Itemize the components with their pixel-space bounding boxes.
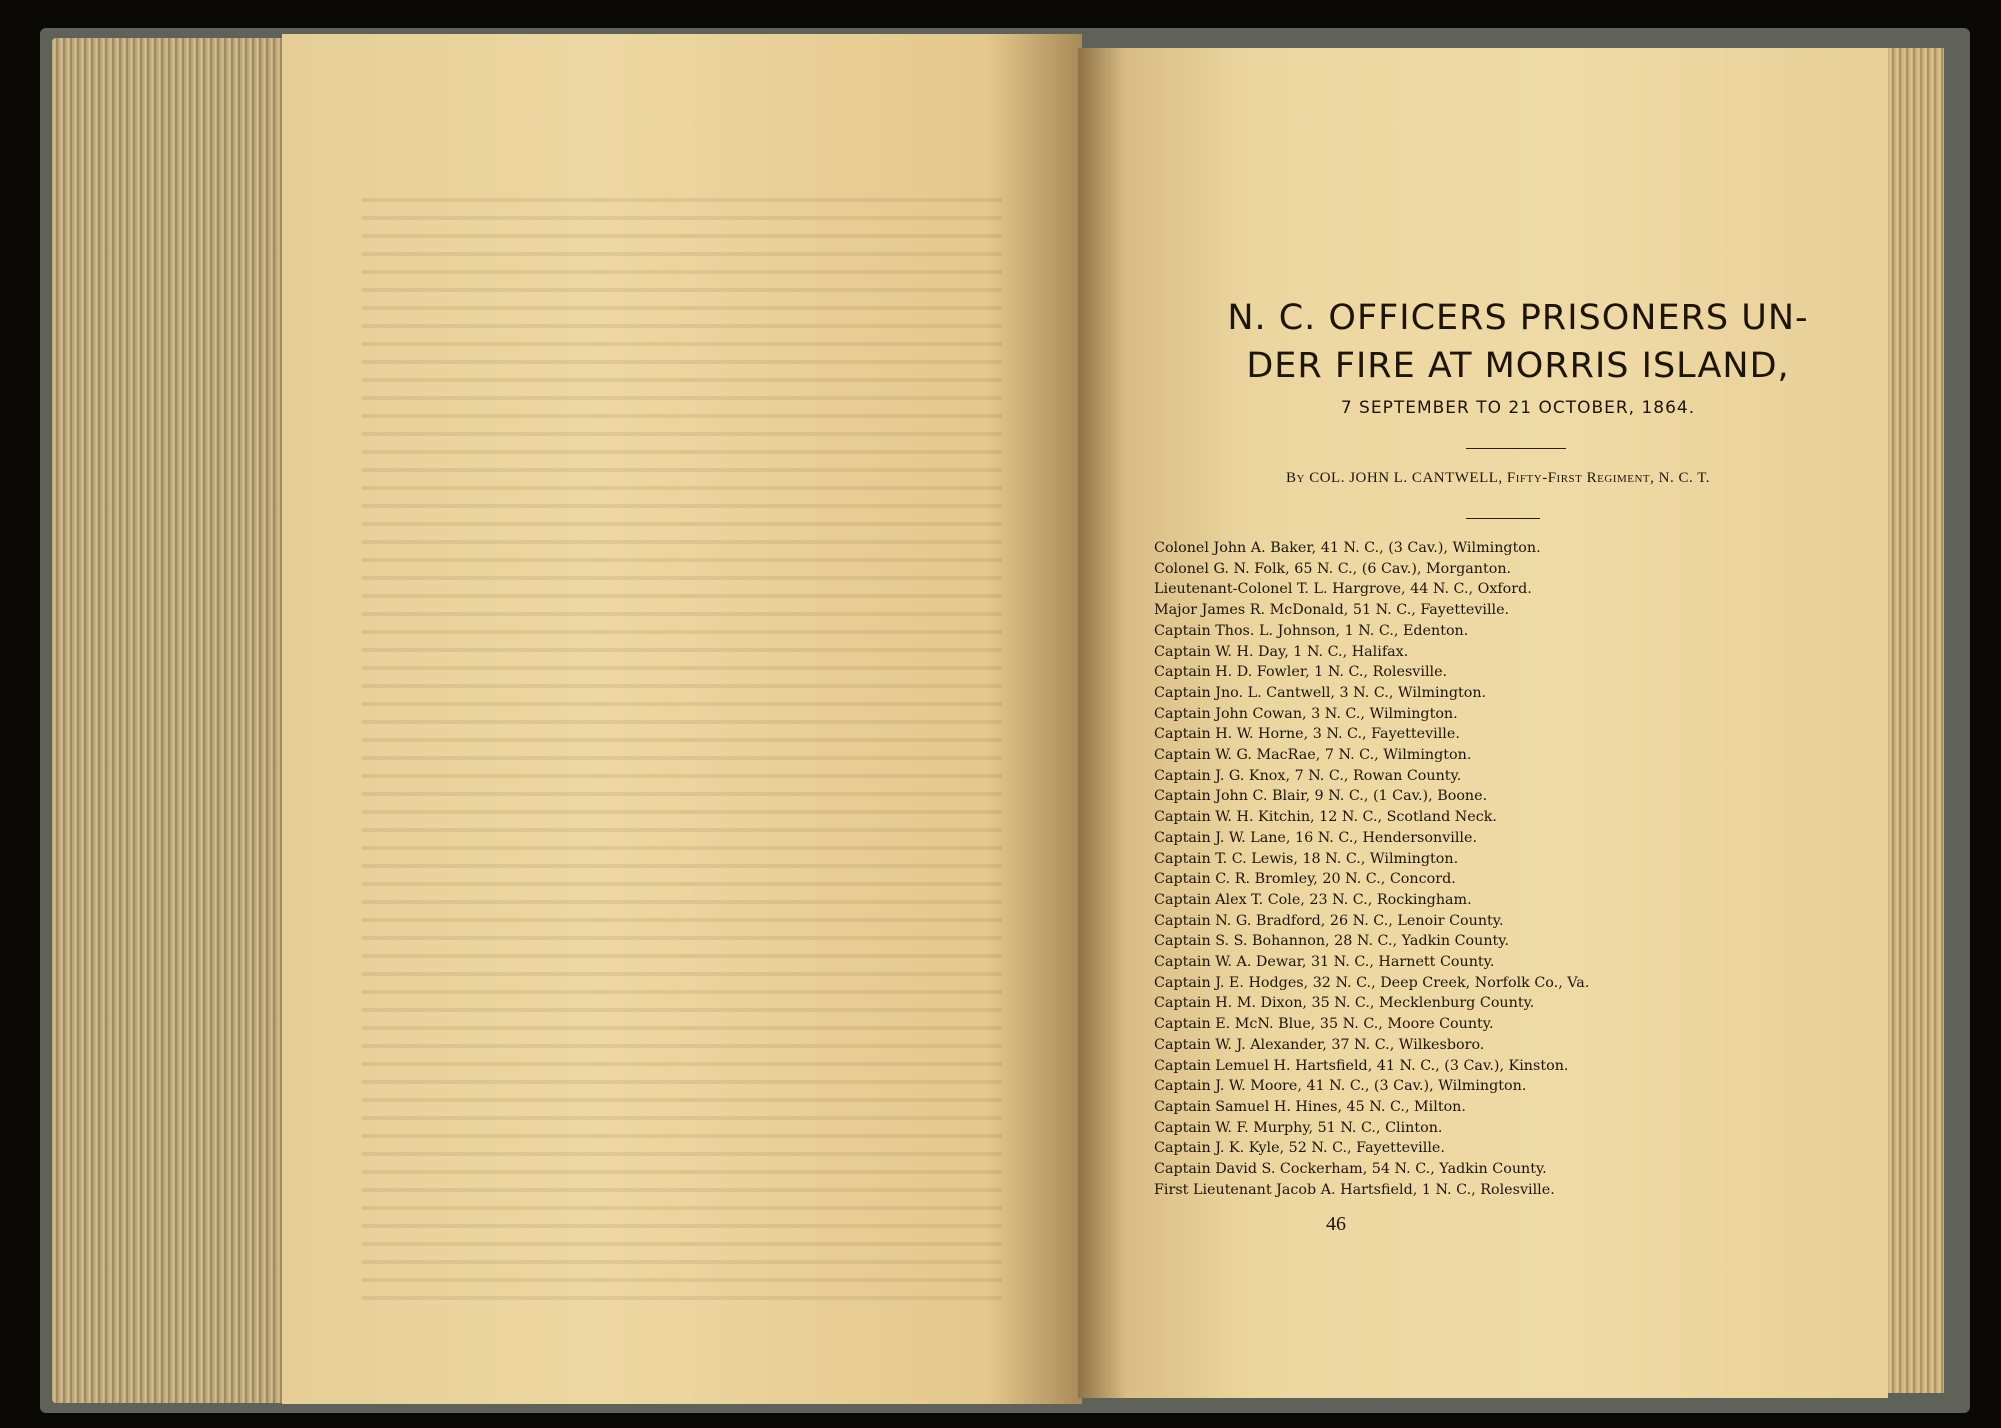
officer-entry: Captain C. R. Bromley, 20 N. C., Concord. (1154, 871, 1456, 888)
officer-entry: Captain Samuel H. Hines, 45 N. C., Milton. (1154, 1098, 1466, 1115)
officer-entry: Captain J. K. Kyle, 52 N. C., Fayetteville. (1154, 1140, 1445, 1157)
officer-entry: Captain H. D. Fowler, 1 N. C., Rolesville. (1154, 664, 1448, 681)
left-page (282, 34, 1082, 1404)
officer-entry: Captain H. W. Horne, 3 N. C., Fayetteville. (1154, 726, 1460, 743)
page-content (1118, 48, 1878, 1398)
chapter-title (1158, 294, 1878, 390)
officer-entry: Captain W. A. Dewar, 31 N. C., Harnett County. (1154, 954, 1495, 971)
officer-entry: Captain J. W. Lane, 16 N. C., Hendersonville. (1154, 829, 1477, 846)
officer-entry: Colonel John A. Baker, 41 N. C., (3 Cav.), Wilmington. (1154, 540, 1541, 556)
officer-entry: Captain W. F. Murphy, 51 N. C., Clinton. (1154, 1119, 1443, 1136)
officer-entry: First Lieutenant Jacob A. Hartsfield, 1 N. C., Rolesville. (1154, 1181, 1555, 1198)
officer-entry: Captain H. M. Dixon, 35 N. C., Mecklenburg County. (1154, 995, 1535, 1012)
officer-entry: Colonel G. N. Folk, 65 N. C., (6 Cav.), Morganton. (1154, 560, 1512, 577)
officer-entry: Captain J. W. Moore, 41 N. C., (3 Cav.), Wilmington. (1154, 1078, 1527, 1095)
officer-entry: Captain Thos. L. Johnson, 1 N. C., Edenton. (1154, 622, 1469, 639)
officer-entry: Captain J. G. Knox, 7 N. C., Rowan County. (1154, 767, 1462, 784)
officer-entry: Captain J. E. Hodges, 32 N. C., Deep Creek, Norfolk Co., Va. (1154, 974, 1590, 991)
officer-entry: Captain John Cowan, 3 N. C., Wilmington. (1154, 705, 1458, 722)
officer-entry: Captain S. S. Bohannon, 28 N. C., Yadkin County. (1154, 933, 1510, 950)
byline-by: By (1285, 470, 1305, 486)
divider-rule (1466, 448, 1566, 449)
officer-entry: Captain Lemuel H. Hartsfield, 41 N. C., (3 Cav.), Kinston. (1154, 1057, 1569, 1074)
page-number: 46 (1326, 1213, 1346, 1235)
officer-entry: Captain T. C. Lewis, 18 N. C., Wilmington. (1154, 850, 1459, 867)
officer-entry: Captain John C. Blair, 9 N. C., (1 Cav.), Boone. (1154, 788, 1488, 805)
officer-entry: Captain W. H. Day, 1 N. C., Halifax. (1154, 643, 1409, 660)
officer-entry: Captain N. G. Bradford, 26 N. C., Lenoir County. (1154, 912, 1504, 929)
page-stack-left (52, 38, 292, 1403)
byline-author: COL. JOHN L. CANTWELL, (1309, 470, 1503, 486)
officer-entry: Captain E. McN. Blue, 35 N. C., Moore County. (1154, 1016, 1494, 1033)
right-page (1078, 48, 1888, 1398)
officer-entry: Captain W. G. MacRae, 7 N. C., Wilmington. (1154, 747, 1472, 764)
show-through-text (362, 184, 1002, 1304)
officer-entry: Lieutenant-Colonel T. L. Hargrove, 44 N. C., Oxford. (1154, 581, 1532, 598)
officer-list (1154, 538, 1874, 1201)
officer-entry: Captain W. J. Alexander, 37 N. C., Wilkesboro. (1154, 1036, 1485, 1053)
byline-regiment: Fifty-First Regiment, (1506, 470, 1655, 486)
date-range: 7 SEPTEMBER TO 21 OCTOBER, 1864. (1340, 398, 1696, 418)
divider-rule (1466, 518, 1540, 519)
title-line-2: DER FIRE AT MORRIS ISLAND, (1246, 346, 1790, 386)
officer-entry: Captain W. H. Kitchin, 12 N. C., Scotland Neck. (1154, 809, 1497, 826)
officer-entry: Major James R. McDonald, 51 N. C., Fayetteville. (1154, 602, 1510, 619)
byline (1118, 470, 1878, 487)
title-line-1: N. C. OFFICERS PRISONERS UN- (1227, 298, 1809, 338)
officer-entry: Captain David S. Cockerham, 54 N. C., Yadkin County. (1154, 1161, 1547, 1178)
officer-entry: Captain Alex T. Cole, 23 N. C., Rockingham. (1154, 891, 1472, 908)
byline-suffix: N. C. T. (1658, 470, 1711, 486)
officer-entry: Captain Jno. L. Cantwell, 3 N. C., Wilmington. (1154, 684, 1487, 701)
